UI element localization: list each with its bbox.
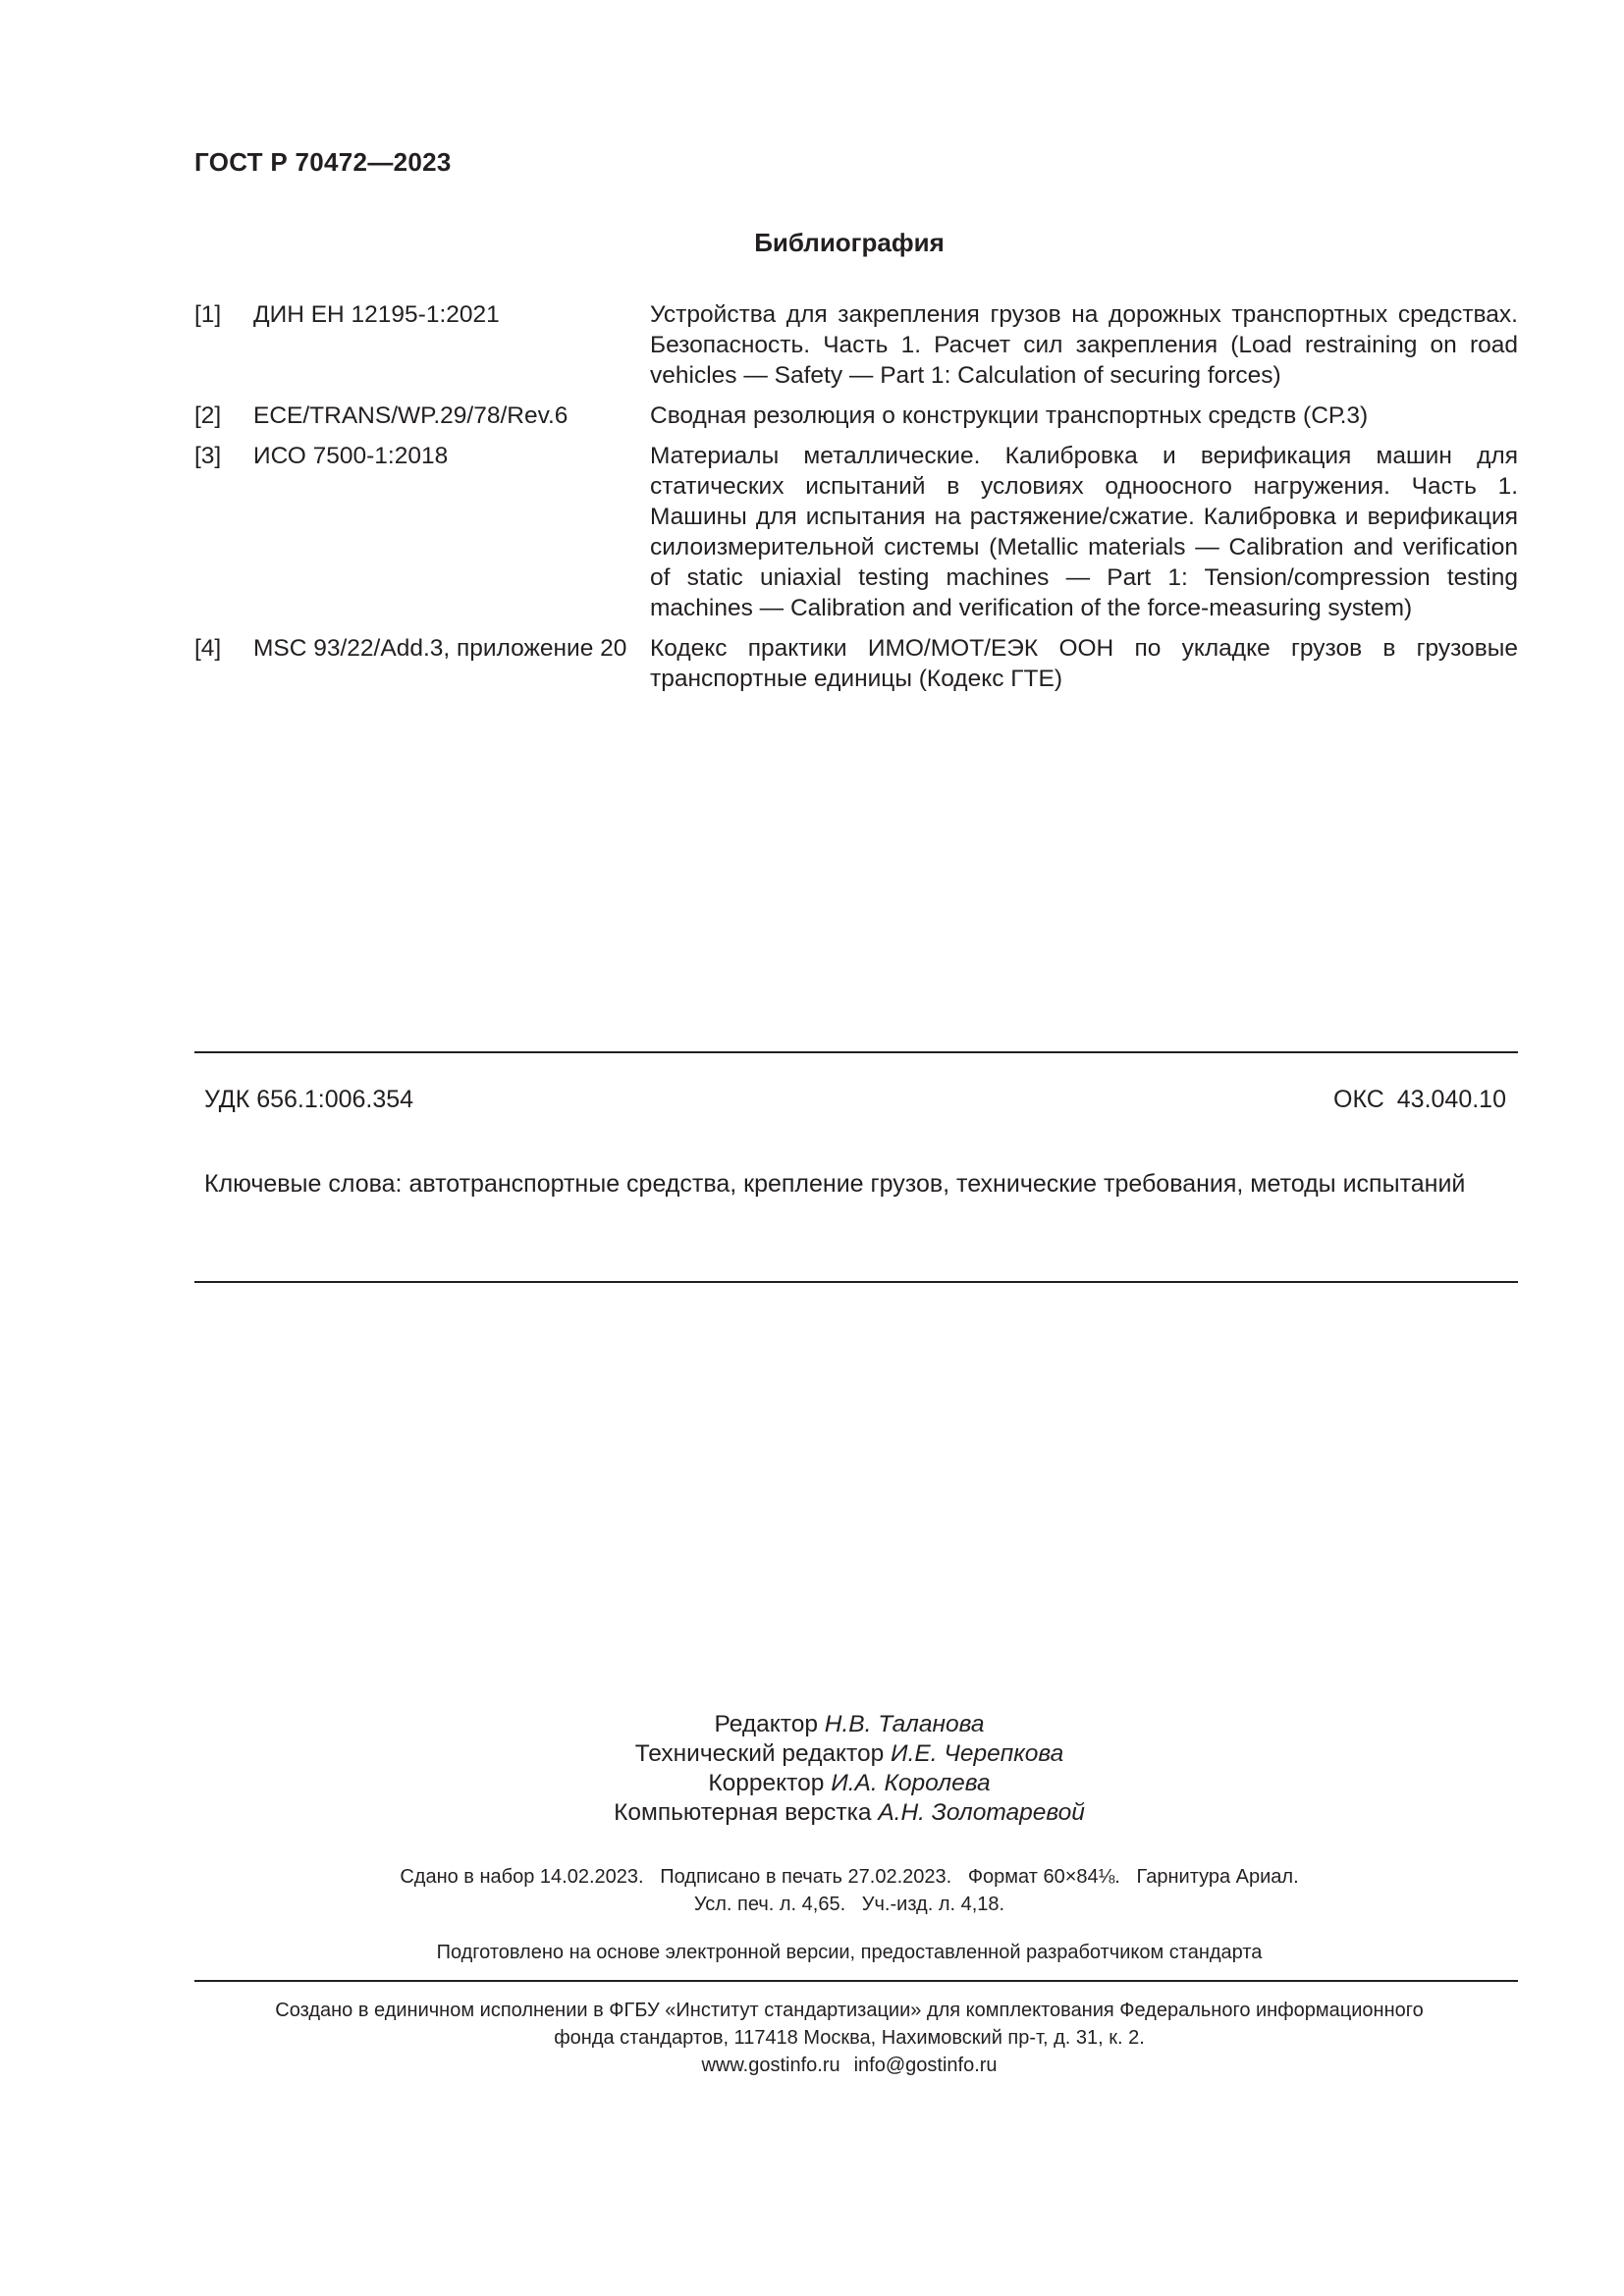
publisher-line: фонда стандартов, 117418 Москва, Нахимовский пр-т, д. 31, к. 2. (554, 2027, 1145, 2049)
credit-person: И.Е. Черепкова (891, 1740, 1064, 1767)
credit-role: Корректор (708, 1770, 825, 1796)
entry-number: [1] (194, 301, 222, 328)
credits-block (0, 1710, 1624, 1828)
entry-description: Устройства для закрепления грузов на дорожных транспортных средствах. Безопасность. Часть 1. Расчет сил закрепления (Load restraining on road vehicles — Safety — Part 1: Calculation of securing forces) (650, 301, 1518, 389)
bibliography-title: Библиография (754, 228, 945, 257)
credit-person: А.Н. Золотаревой (878, 1799, 1085, 1826)
publisher-contacts (75, 2052, 1624, 2079)
standard-number: ГОСТ Р 70472—2023 (194, 147, 452, 177)
credit-line (75, 1710, 1624, 1739)
entry-code: ДИН ЕН 12195-1:2021 (253, 301, 500, 328)
entry-code: ECE/TRANS/WP.29/78/Rev.6 (253, 402, 568, 429)
prepared-note: Подготовлено на основе электронной версии, предоставленной разработчиком стандарта (436, 1942, 1263, 1963)
publisher-website[interactable]: www.gostinfo.ru (701, 2055, 840, 2076)
entry-description: Сводная резолюция о конструкции транспортных средств (СР.3) (650, 402, 1369, 429)
bibliography-entry (194, 299, 1518, 391)
print-info (0, 1863, 1624, 1918)
keywords: Ключевые слова: автотранспортные средства, крепление грузов, технические требования, методы испытаний (204, 1170, 1466, 1198)
bottom-divider (194, 1281, 1518, 1283)
bibliography-entry (194, 633, 1518, 694)
entry-number: [3] (194, 443, 222, 469)
credit-line (75, 1798, 1624, 1828)
publisher-email[interactable]: info@gostinfo.ru (853, 2055, 998, 2076)
credit-role: Компьютерная верстка (614, 1799, 872, 1826)
entry-number: [4] (194, 635, 222, 662)
entry-code: ИСО 7500-1:2018 (253, 443, 449, 469)
publisher-block (0, 1997, 1624, 2079)
print-info-line: Усл. печ. л. 4,65. Уч.-изд. л. 4,18. (693, 1894, 1005, 1915)
credit-person: Н.В. Таланова (824, 1711, 985, 1737)
entry-description: Кодекс практики ИМО/МОТ/ЕЭК ООН по укладке грузов в грузовые транспортные единицы (Кодекс ГТЕ) (650, 635, 1518, 692)
publisher-line: Создано в единичном исполнении в ФГБУ «Институт стандартизации» для комплектования Федерального информационного (275, 2000, 1424, 2021)
bibliography-list (194, 299, 1518, 704)
credit-line (75, 1739, 1624, 1769)
credit-person: И.А. Королева (831, 1770, 991, 1796)
entry-description: Материалы металлические. Калибровка и верификация машин для статических испытаний в условиях одноосного нагружения. Часть 1. Машины для испытания на растяжение/сжатие. Калибровка и верификация силоизмерительной системы (Metallic materials — Calibration and verification of static uniaxial testing machines — Part 1: Tension/compression testing machines — Calibration and verification of the force-measuring system) (650, 443, 1518, 621)
oks-code: ОКС 43.040.10 (1333, 1086, 1506, 1113)
credit-role: Редактор (714, 1711, 818, 1737)
credit-line (75, 1769, 1624, 1798)
publisher-divider (194, 1980, 1518, 1982)
credit-role: Технический редактор (634, 1740, 885, 1767)
print-info-line: Сдано в набор 14.02.2023. Подписано в печать 27.02.2023. Формат 60×84⅛. Гарнитура Ариал. (400, 1866, 1299, 1888)
bibliography-entry (194, 400, 1518, 431)
bibliography-entry (194, 441, 1518, 623)
udk-code: УДК 656.1:006.354 (204, 1086, 414, 1113)
top-divider (194, 1051, 1518, 1053)
entry-number: [2] (194, 402, 222, 429)
entry-code: MSC 93/22/Add.3, приложение 20 (253, 635, 627, 662)
